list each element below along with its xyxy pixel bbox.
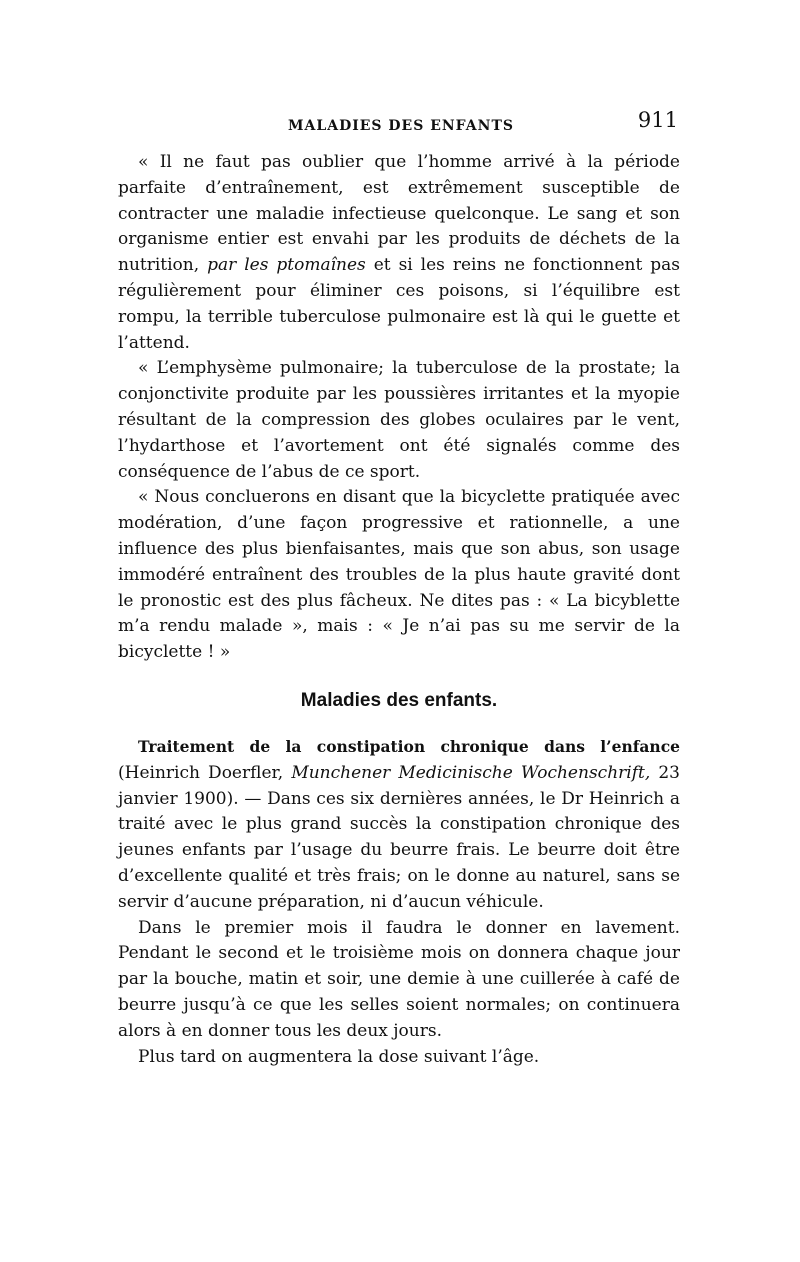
italic-phrase: par les ptomaînes (207, 255, 366, 276)
page-number: 911 (637, 108, 678, 132)
citation-open: (Heinrich Doerfler, (118, 762, 284, 783)
quote-paragraph-3: « Nous concluerons en disant que la bicyclette pratiquée avec modération, d’une façon progressive et rationnelle, a une influence des plus bienfaisantes, mais que son abus, son usage immodéré entraînent des troubles de la plus haute gravité dont le pronostic est des plus fâcheux. Ne dites pas : « La bicyblette m’a rendu malade », mais : « Je n’ai pas su me servir de la bicyclette ! » (118, 487, 680, 663)
quote-paragraph-1 (118, 150, 680, 356)
running-head (118, 108, 680, 142)
article-paragraph-3: Plus tard on augmentera la dose suivant l’âge. (138, 1046, 540, 1067)
article-text: 23 janvier 1900). — Dans ces six dernières années, le Dr Heinrich a traité avec le plus grand succès la constipation chronique des jeunes enfants par l’usage du beurre frais. Le beurre doit être d’excellente qualité et très frais; on le donne au naturel, sans se servir d’aucune préparation, ni d’aucun véhicule. (118, 762, 680, 912)
quote-paragraph-2: « L’emphysème pulmonaire; la tuberculose de la prostate; la conjonctivite produite par les poussières irritantes et la myopie résultant de la compression des globes oculaires par le vent, l’hydarthose et l’avortement ont été signalés comme des conséquence de l’abus de ce sport. (118, 358, 680, 482)
article-heading: Traitement de la constipation chronique dans l’enfance (138, 736, 680, 756)
book-page (118, 108, 680, 1070)
running-title: MALADIES DES ENFANTS (288, 118, 514, 134)
article-paragraph-2: Dans le premier mois il faudra le donner en lavement. Pendant le second et le troisième mois on donnera chaque jour par la bouche, matin et soir, une demie à une cuillerée à café de beurre jusqu’à ce que les selles soient normales; on continuera alors à en donner tous les deux jours. (118, 917, 680, 1041)
quote-paragraph-1-start: « Il ne faut pas oublier que l’homme arrivé à la période parfaite d’entraînement, est extrêmement susceptible de contracter une maladie infectieuse quelconque. Le sang et son organisme entier est envahi par les produits de déchets de la nutrition, (118, 152, 680, 276)
journal-name: Munchener Medicinische Wochenschrift, (291, 762, 651, 783)
article-paragraph-1 (118, 734, 680, 916)
section-title: Maladies des enfants. (300, 689, 498, 711)
quote-paragraph-1-end: et si les reins ne fonctionnent pas régulièrement pour éliminer ces poisons, si l’équilibre est rompu, la terrible tuberculose pulmonaire est là qui le guette et l’attend. (118, 255, 680, 353)
